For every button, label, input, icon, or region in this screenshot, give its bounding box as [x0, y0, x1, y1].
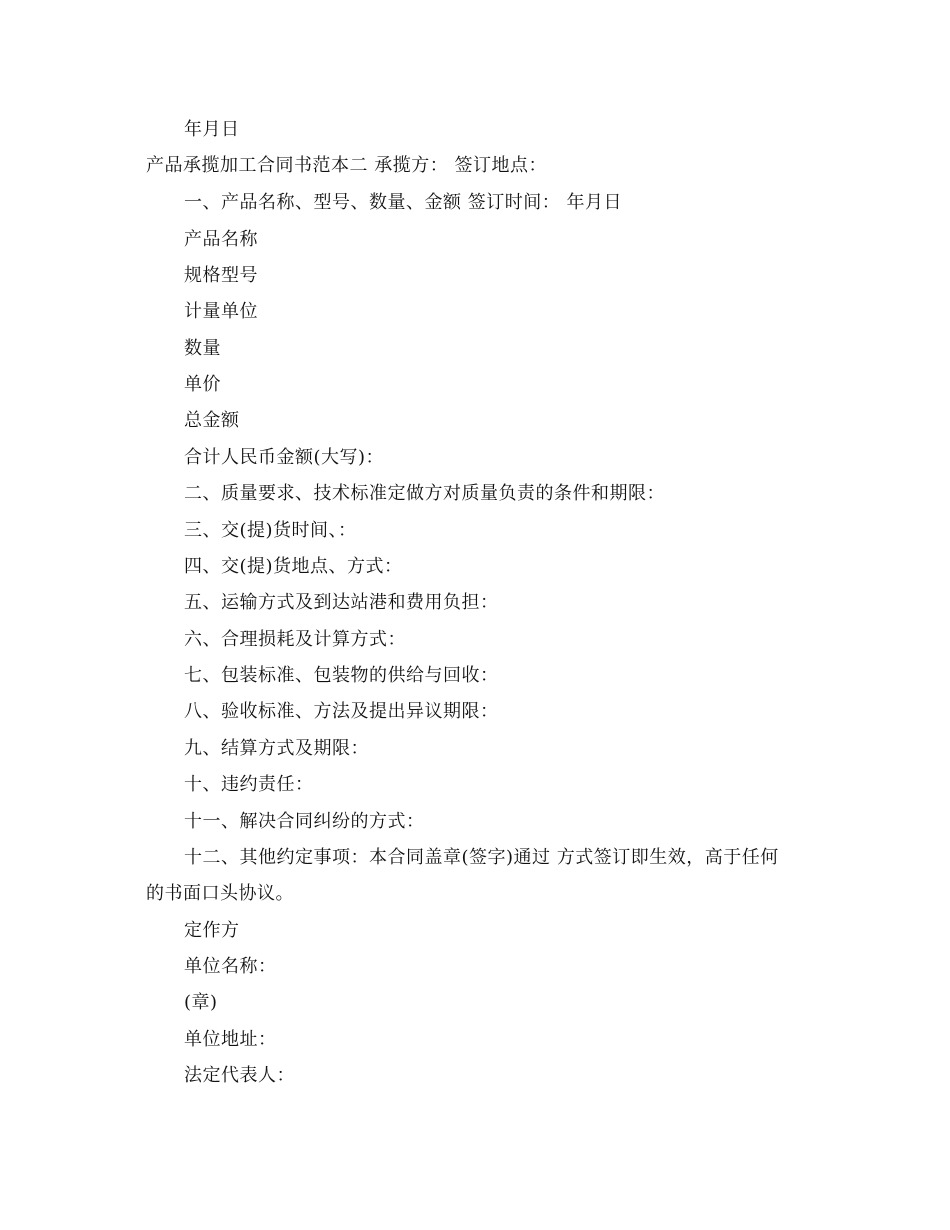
- field-total-amount: 总金额: [184, 410, 240, 431]
- field-total-rmb: 合计人民币金额(大写)：: [184, 447, 385, 468]
- field-org-name: 单位名称：: [184, 956, 277, 977]
- field-product-name: 产品名称: [184, 229, 258, 250]
- section-12: 十二、其他约定事项：本合同盖章(签字)通过 方式签订即生效，高于任何: [184, 847, 779, 868]
- field-unit-price: 单价: [184, 374, 221, 395]
- section-9: 九、结算方式及期限：: [184, 738, 369, 759]
- field-seal: (章): [184, 992, 218, 1013]
- field-quantity: 数量: [184, 338, 221, 359]
- section-12-continuation: 的书面口头协议。: [146, 883, 294, 904]
- section-5: 五、运输方式及到达站港和费用负担：: [184, 592, 499, 613]
- field-legal-rep: 法定代表人：: [184, 1065, 295, 1086]
- section-1-heading: 一、产品名称、型号、数量、金额 签订时间： 年月日: [184, 192, 622, 213]
- section-8: 八、验收标准、方法及提出异议期限：: [184, 701, 499, 722]
- section-6: 六、合理损耗及计算方式：: [184, 629, 406, 650]
- field-org-address: 单位地址：: [184, 1029, 277, 1050]
- section-2: 二、质量要求、技术标准定做方对质量负责的条件和期限：: [184, 483, 665, 504]
- field-spec-model: 规格型号: [184, 265, 258, 286]
- section-4: 四、交(提)货地点、方式：: [184, 556, 403, 577]
- field-unit: 计量单位: [184, 301, 258, 322]
- section-11: 十一、解决合同纠纷的方式：: [184, 811, 425, 832]
- section-3: 三、交(提)货时间、：: [184, 520, 357, 541]
- section-10: 十、违约责任：: [184, 774, 314, 795]
- contract-title-line: 产品承揽加工合同书范本二 承揽方： 签订地点：: [146, 155, 547, 176]
- party-heading: 定作方: [184, 920, 240, 941]
- section-7: 七、包装标准、包装物的供给与回收：: [184, 665, 499, 686]
- date-line: 年月日: [184, 119, 240, 140]
